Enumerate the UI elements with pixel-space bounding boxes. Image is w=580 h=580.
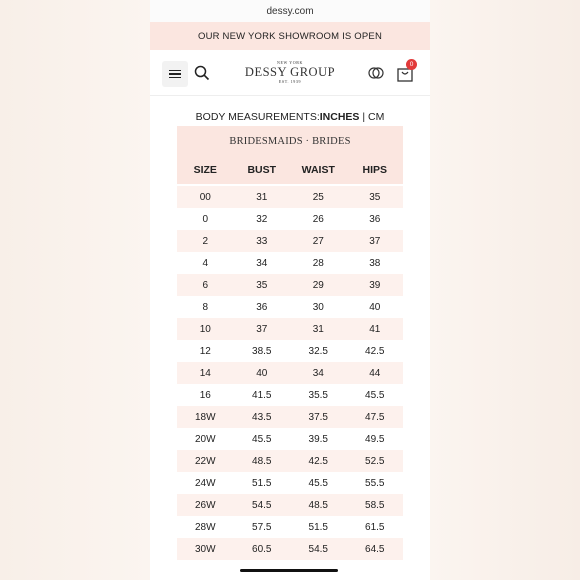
cell-hips: 49.5 xyxy=(365,433,385,445)
cell-bust: 43.5 xyxy=(252,411,272,423)
cell-size: 18W xyxy=(194,411,216,423)
cell-bust: 45.5 xyxy=(252,433,272,445)
cell-size: 16 xyxy=(199,389,211,401)
background-right xyxy=(430,0,580,580)
home-indicator[interactable] xyxy=(240,569,338,572)
background-left xyxy=(0,0,150,580)
cell-size: 28W xyxy=(194,521,216,533)
cell-waist: 28 xyxy=(312,257,324,269)
table-row xyxy=(177,296,403,318)
table-row xyxy=(177,494,403,516)
cell-bust: 41.5 xyxy=(252,389,272,401)
table-row xyxy=(177,450,403,472)
measurements-title xyxy=(150,96,430,126)
cell-hips: 38 xyxy=(369,257,381,269)
logo-tagline-bottom: EST. 1939 xyxy=(278,79,302,84)
cell-waist: 42.5 xyxy=(308,455,328,467)
cell-size: 4 xyxy=(202,257,209,269)
phone-screen xyxy=(150,0,430,580)
cell-hips: 37 xyxy=(369,235,381,247)
cell-size: 14 xyxy=(199,367,211,379)
url-bar[interactable]: dessy.com xyxy=(150,0,430,22)
cell-bust: 60.5 xyxy=(252,543,272,555)
table-row xyxy=(177,340,403,362)
cell-waist: 35.5 xyxy=(308,389,328,401)
cell-hips: 61.5 xyxy=(365,521,385,533)
cell-hips: 36 xyxy=(369,213,381,225)
cell-bust: 57.5 xyxy=(252,521,272,533)
logo-tagline-top: NEW YORK xyxy=(276,60,304,65)
cell-waist: 34 xyxy=(312,367,324,379)
table-row xyxy=(177,208,403,230)
unit-toggle-cm[interactable]: CM xyxy=(367,111,385,123)
cell-bust: 38.5 xyxy=(252,345,272,357)
cell-waist: 25 xyxy=(312,191,324,203)
table-row xyxy=(177,318,403,340)
site-header xyxy=(150,50,430,96)
cell-bust: 40 xyxy=(256,367,268,379)
table-body xyxy=(177,186,403,560)
cell-waist: 31 xyxy=(312,323,324,335)
cell-size: 24W xyxy=(194,477,216,489)
cell-waist: 29 xyxy=(312,279,324,291)
cell-waist: 32.5 xyxy=(308,345,328,357)
heart-ring-icon[interactable] xyxy=(368,66,384,80)
table-row xyxy=(177,472,403,494)
size-chart-table xyxy=(177,126,403,560)
cell-bust: 35 xyxy=(256,279,268,291)
table-row xyxy=(177,274,403,296)
announcement-banner[interactable]: OUR NEW YORK SHOWROOM IS OPEN xyxy=(150,22,430,50)
table-row xyxy=(177,516,403,538)
cell-hips: 40 xyxy=(369,301,381,313)
cell-size: 0 xyxy=(202,213,209,225)
cell-waist: 39.5 xyxy=(308,433,328,445)
cell-bust: 54.5 xyxy=(252,499,272,511)
logo-wordmark: DESSY GROUP xyxy=(244,65,336,79)
table-row xyxy=(177,538,403,560)
cell-waist: 48.5 xyxy=(308,499,328,511)
column-header-bust: BUST xyxy=(247,164,277,176)
column-header-hips: HIPS xyxy=(362,164,387,176)
column-header-waist: WAIST xyxy=(301,164,335,176)
cell-hips: 41 xyxy=(369,323,381,335)
cell-hips: 58.5 xyxy=(365,499,385,511)
cell-size: 8 xyxy=(202,301,209,313)
cell-hips: 39 xyxy=(369,279,381,291)
cell-hips: 35 xyxy=(369,191,381,203)
cell-bust: 34 xyxy=(256,257,268,269)
measurements-label: BODY MEASUREMENTS: xyxy=(195,111,320,123)
cell-bust: 33 xyxy=(256,235,268,247)
cell-waist: 45.5 xyxy=(308,477,328,489)
table-row xyxy=(177,252,403,274)
table-row xyxy=(177,230,403,252)
cell-hips: 44 xyxy=(369,367,381,379)
cell-hips: 45.5 xyxy=(365,389,385,401)
table-row xyxy=(177,362,403,384)
cell-hips: 64.5 xyxy=(365,543,385,555)
table-row xyxy=(177,406,403,428)
cell-bust: 31 xyxy=(256,191,268,203)
cell-size: 2 xyxy=(202,235,209,247)
cell-bust: 32 xyxy=(256,213,268,225)
table-row xyxy=(177,428,403,450)
cell-bust: 51.5 xyxy=(252,477,272,489)
cell-size: 00 xyxy=(199,191,211,203)
cell-size: 6 xyxy=(202,279,209,291)
table-row xyxy=(177,384,403,406)
cell-size: 10 xyxy=(199,323,211,335)
cell-size: 30W xyxy=(194,543,216,555)
cell-waist: 26 xyxy=(312,213,324,225)
unit-toggle-inches[interactable]: INCHES xyxy=(319,111,360,123)
cell-hips: 52.5 xyxy=(365,455,385,467)
cell-size: 12 xyxy=(199,345,211,357)
cell-bust: 36 xyxy=(256,301,268,313)
cell-hips: 55.5 xyxy=(365,477,385,489)
cart-count-badge: 0 xyxy=(406,59,417,70)
column-header-size: SIZE xyxy=(193,164,217,176)
cell-waist: 37.5 xyxy=(308,411,328,423)
table-row xyxy=(177,186,403,208)
cell-waist: 30 xyxy=(312,301,324,313)
cell-bust: 37 xyxy=(256,323,268,335)
cell-waist: 27 xyxy=(312,235,324,247)
table-caption: BRIDESMAIDS · BRIDES xyxy=(177,126,403,156)
cell-size: 22W xyxy=(194,455,216,467)
cell-hips: 47.5 xyxy=(365,411,385,423)
cell-hips: 42.5 xyxy=(365,345,385,357)
cell-size: 26W xyxy=(194,499,216,511)
cell-waist: 54.5 xyxy=(308,543,328,555)
table-header-row xyxy=(177,156,403,184)
cell-waist: 51.5 xyxy=(308,521,328,533)
cell-bust: 48.5 xyxy=(252,455,272,467)
unit-separator: | xyxy=(359,111,368,123)
cell-size: 20W xyxy=(194,433,216,445)
dessy-group-logo[interactable] xyxy=(150,60,430,84)
